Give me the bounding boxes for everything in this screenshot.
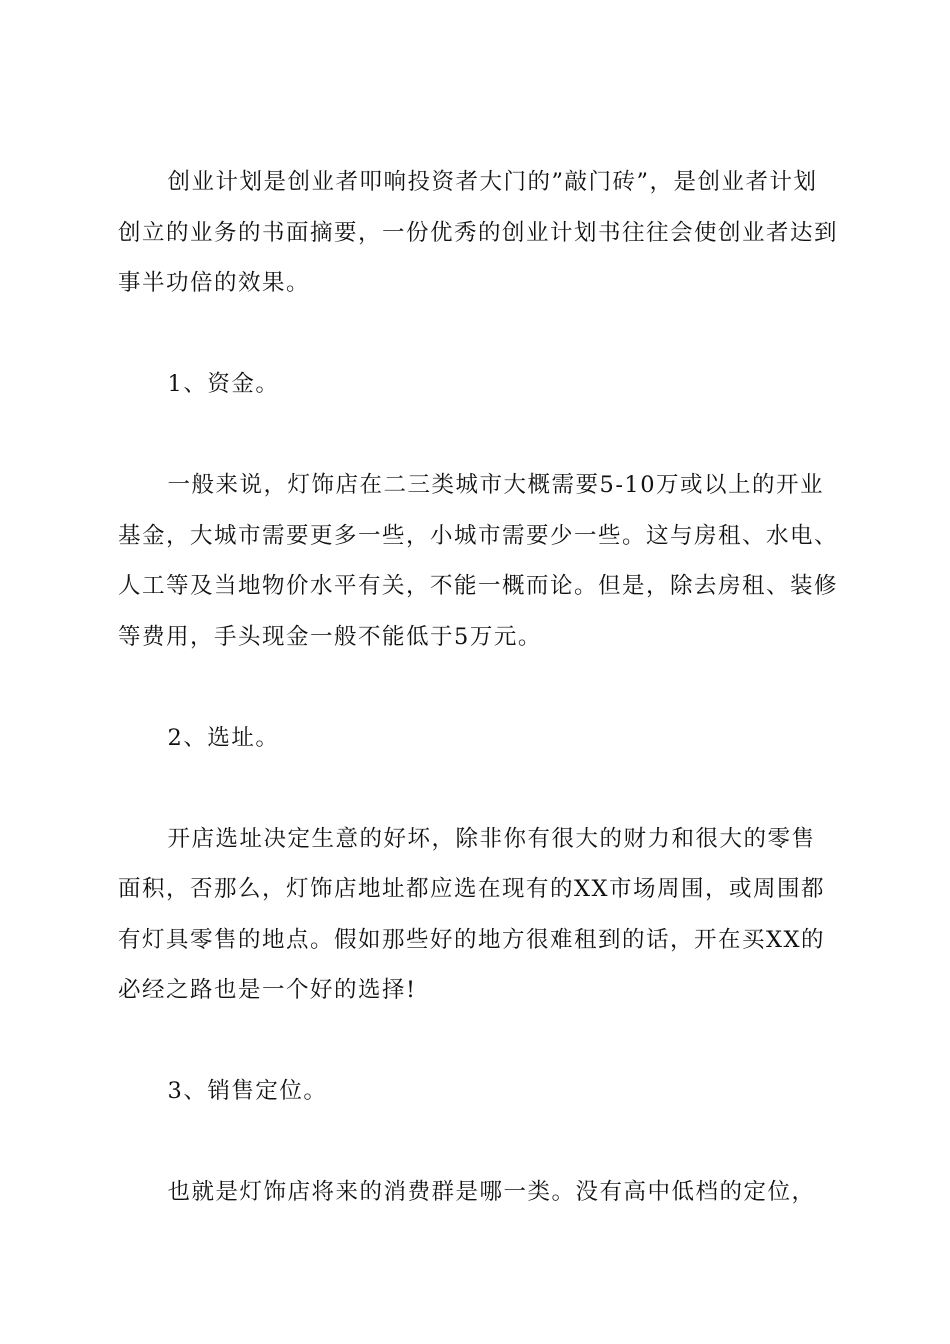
paragraph-spacer (118, 410, 838, 461)
paragraph-spacer (118, 763, 838, 814)
paragraph-spacer (118, 309, 838, 360)
paragraph-spacer (118, 1016, 838, 1067)
funding-paragraph: 一般来说，灯饰店在二三类城市大概需要5-10万或以上的开业基金，大城市需要更多一些，小城市需要少一些。这与房租、水电、人工等及当地物价水平有关，不能一概而论。但是，除去房租、装修等费用，手头现金一般不能低于5万元。 (118, 472, 839, 650)
section-heading-positioning: 3、销售定位。 (167, 1078, 328, 1104)
section-heading-location: 2、选址。 (167, 724, 280, 751)
positioning-paragraph: 也就是灯饰店将来的消费群是哪一类。没有高中低档的定位， (167, 1179, 816, 1205)
paragraph-spacer (118, 662, 838, 713)
intro-paragraph: 创业计划是创业者叩响投资者大门的”敲门砖”，是创业者计划创立的业务的书面摘要，一份优秀的创业计划书往往会使创业者达到事半功倍的效果。 (118, 169, 839, 296)
paragraph-spacer (118, 1117, 838, 1168)
section-heading-funding: 1、资金。 (167, 371, 280, 397)
document-body (118, 157, 838, 1218)
location-paragraph: 开店选址决定生意的好坏，除非你有很大的财力和很大的零售面积，否那么，灯饰店地址都应选在现有的XX市场周围，或周围都有灯具零售的地点。假如那些好的地方很难租到的话，开在买XX的必经之路也是一个好的选择! (118, 825, 826, 1003)
